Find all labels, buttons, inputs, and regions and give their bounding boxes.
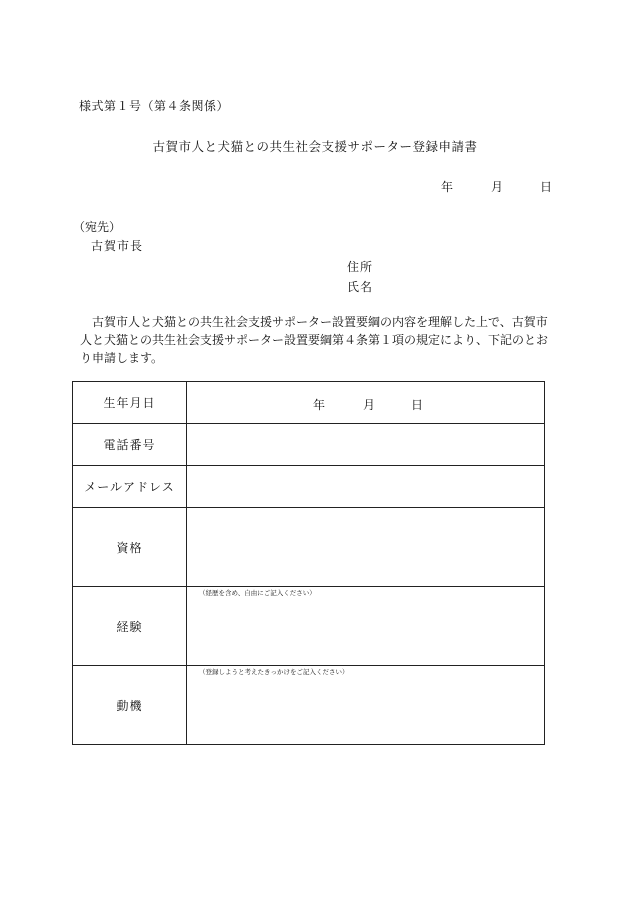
birthdate-month-label: 月 [363,398,376,412]
application-statement-text: 古賀市人と犬猫との共生社会支援サポーター設置要綱の内容を理解した上で、古賀市人と犬猫との共生社会支援サポーター設置要綱第４条第１項の規定により、下記のとおり申請します。 [80,315,549,365]
experience-label: 経験 [73,587,187,666]
phone-label: 電話番号 [73,424,187,466]
table-row-experience [73,587,545,666]
motive-note: （登録しようと考えたきっかけをご記入ください） [199,668,349,676]
application-statement [80,313,550,367]
table-row-birthdate [73,382,545,424]
document-title: 古賀市人と犬猫との共生社会支援サポーター登録申請書 [152,139,478,154]
experience-field[interactable] [187,587,545,666]
motive-field[interactable] [187,666,545,745]
name-label: 氏名 [347,280,374,294]
date-year-label: 年 [441,180,454,194]
email-label: メールアドレス [73,466,187,508]
recipient-label: （宛先） [73,220,122,234]
birthdate-field[interactable] [187,382,545,424]
motive-label: 動機 [73,666,187,745]
experience-note: （経歴を含め、自由にご記入ください） [199,589,316,597]
form-number: 様式第１号（第４条関係） [79,99,230,113]
recipient-name: 古賀市長 [91,239,144,253]
table-row-email [73,466,545,508]
phone-field[interactable] [187,424,545,466]
date-day-label: 日 [540,180,553,194]
date-month-label: 月 [491,180,504,194]
birthdate-day-label: 日 [411,398,424,412]
email-field[interactable] [187,466,545,508]
address-label: 住所 [347,260,374,274]
birthdate-year-label: 年 [313,398,326,412]
application-form-table [72,381,545,745]
table-row-qualification [73,508,545,587]
qualification-label: 資格 [73,508,187,587]
birthdate-label: 生年月日 [73,382,187,424]
qualification-field[interactable] [187,508,545,587]
table-row-motive [73,666,545,745]
table-row-phone [73,424,545,466]
